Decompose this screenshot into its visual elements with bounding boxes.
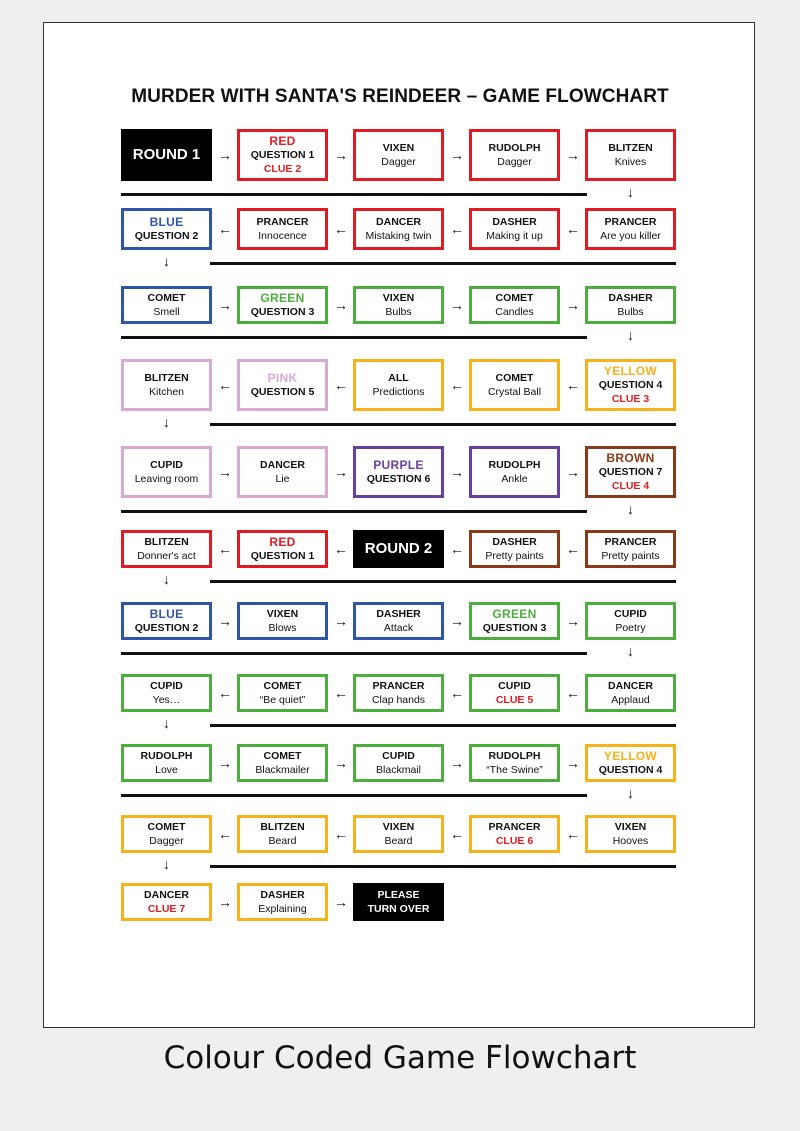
arrow-right-icon: → — [334, 147, 348, 163]
flow-box-text: Applaud — [611, 694, 650, 706]
flow-box-text: Blows — [268, 622, 297, 634]
flow-box — [121, 883, 212, 921]
flow-box-text: QUESTION 5 — [250, 386, 315, 398]
flowchart-title: MURDER WITH SANTA'S REINDEER – GAME FLOWCHART — [131, 86, 669, 107]
flow-box — [469, 602, 560, 640]
caption: Colour Coded Game Flowchart — [163, 1040, 637, 1076]
flow-box-text: Dagger — [149, 835, 184, 847]
arrow-right-icon: → — [334, 464, 348, 480]
flow-box-text: Smell — [153, 306, 180, 318]
flow-box-text: ROUND 2 — [364, 540, 433, 557]
arrow-left-icon: ← — [450, 685, 464, 701]
flow-box — [121, 744, 212, 782]
flow-box-text: VIXEN — [266, 608, 299, 620]
flow-box-text: QUESTION 1 — [250, 149, 315, 161]
flow-box-text: Love — [155, 764, 178, 776]
flow-box-text: QUESTION 3 — [482, 622, 547, 634]
row-separator — [121, 510, 587, 513]
flow-box-text: DANCER — [260, 459, 305, 471]
flow-box — [585, 674, 676, 712]
flow-box-text: GREEN — [492, 607, 537, 621]
row-separator — [210, 724, 676, 727]
arrow-right-icon: → — [566, 147, 580, 163]
flow-box-text: Bulbs — [385, 306, 412, 318]
flow-box — [469, 815, 560, 853]
row-separator — [121, 652, 587, 655]
flow-box — [469, 530, 560, 568]
row-separator — [210, 865, 676, 868]
arrow-left-icon: ← — [218, 826, 232, 842]
flow-box-text: DASHER — [492, 216, 537, 228]
flow-box-text: Leaving room — [134, 473, 199, 485]
flow-box — [353, 883, 444, 921]
flow-box — [237, 129, 328, 181]
flow-box-text: Beard — [384, 835, 413, 847]
arrow-right-icon: → — [566, 297, 580, 313]
arrow-right-icon: → — [450, 464, 464, 480]
flow-box-text: Mistaking twin — [365, 230, 432, 242]
flow-box-text: DASHER — [260, 889, 305, 901]
arrow-down-icon: ↓ — [163, 571, 170, 587]
flow-box — [585, 286, 676, 324]
flow-box-text: Hooves — [612, 835, 649, 847]
arrow-left-icon: ← — [218, 541, 232, 557]
arrow-left-icon: ← — [218, 685, 232, 701]
flow-box — [237, 208, 328, 250]
flow-box-text: CUPID — [498, 680, 531, 692]
flow-box — [121, 674, 212, 712]
flow-box-text: Pretty paints — [485, 550, 544, 562]
flow-box-text: CUPID — [382, 750, 415, 762]
flow-box-text: PLEASE — [377, 889, 420, 901]
flow-box-text: DANCER — [144, 889, 189, 901]
flow-box-text: BLITZEN — [144, 536, 189, 548]
flow-box-text: “Be quiet” — [259, 694, 306, 706]
flow-box-text: Ankle — [501, 473, 528, 485]
flow-box-text: Beard — [268, 835, 297, 847]
flow-box-text: COMET — [263, 680, 302, 692]
flow-box-text: VIXEN — [614, 821, 647, 833]
flow-box-text: RUDOLPH — [140, 750, 193, 762]
arrow-left-icon: ← — [450, 221, 464, 237]
flow-box-text: QUESTION 4 — [598, 764, 663, 776]
flow-box-text: Yes… — [152, 694, 181, 706]
flow-box-text: PRANCER — [372, 680, 425, 692]
arrow-right-icon: → — [218, 894, 232, 910]
arrow-left-icon: ← — [334, 221, 348, 237]
arrow-left-icon: ← — [450, 826, 464, 842]
flow-box — [469, 208, 560, 250]
arrow-left-icon: ← — [566, 377, 580, 393]
flow-box-text: QUESTION 2 — [134, 230, 199, 242]
flow-box — [353, 815, 444, 853]
arrow-left-icon: ← — [566, 685, 580, 701]
flow-box — [585, 602, 676, 640]
arrow-down-icon: ↓ — [627, 184, 634, 200]
flow-box-text: CUPID — [614, 608, 647, 620]
flow-box-text: VIXEN — [382, 821, 415, 833]
arrow-right-icon: → — [566, 464, 580, 480]
flow-box — [121, 602, 212, 640]
row-separator — [210, 262, 676, 265]
flow-box-text: CLUE 3 — [611, 393, 650, 405]
arrow-right-icon: → — [334, 297, 348, 313]
arrow-left-icon: ← — [450, 541, 464, 557]
flow-box — [469, 446, 560, 498]
flow-box-text: BLITZEN — [608, 142, 653, 154]
flow-box-text: Bulbs — [617, 306, 644, 318]
flow-box-text: RED — [269, 134, 296, 148]
flow-box — [585, 359, 676, 411]
flow-box — [469, 129, 560, 181]
flow-box — [353, 286, 444, 324]
flow-box — [585, 530, 676, 568]
arrow-down-icon: ↓ — [163, 715, 170, 731]
row-separator — [210, 580, 676, 583]
arrow-left-icon: ← — [218, 221, 232, 237]
flow-box-text: CLUE 7 — [147, 903, 186, 915]
flow-box-text: COMET — [495, 372, 534, 384]
flow-box — [121, 359, 212, 411]
flow-box — [237, 359, 328, 411]
flow-box-text: Explaining — [258, 903, 307, 915]
arrow-left-icon: ← — [450, 377, 464, 393]
flow-box-text: COMET — [495, 292, 534, 304]
flow-box — [121, 815, 212, 853]
flow-box-text: RUDOLPH — [488, 142, 541, 154]
flow-box-text: Blackmailer — [255, 764, 310, 776]
arrow-right-icon: → — [334, 755, 348, 771]
flow-box — [469, 674, 560, 712]
flow-box-text: Kitchen — [148, 386, 185, 398]
flow-box-text: COMET — [147, 292, 186, 304]
flow-box-text: QUESTION 6 — [366, 473, 431, 485]
flow-box-text: BROWN — [606, 451, 655, 465]
flow-box-text: VIXEN — [382, 142, 415, 154]
arrow-right-icon: → — [218, 464, 232, 480]
flow-box-text: GREEN — [260, 291, 305, 305]
flow-box — [121, 530, 212, 568]
flow-box — [585, 446, 676, 498]
flow-box-text: PURPLE — [373, 458, 424, 472]
arrow-right-icon: → — [334, 613, 348, 629]
arrow-left-icon: ← — [566, 541, 580, 557]
arrow-right-icon: → — [566, 755, 580, 771]
flow-box-text: “The Swine” — [486, 764, 543, 776]
flow-box — [353, 129, 444, 181]
flow-box — [121, 446, 212, 498]
flow-box-text: RUDOLPH — [488, 459, 541, 471]
flow-box — [585, 129, 676, 181]
flow-box-text: COMET — [147, 821, 186, 833]
flow-box-text: Pretty paints — [601, 550, 660, 562]
arrow-right-icon: → — [450, 297, 464, 313]
flow-box — [353, 208, 444, 250]
flow-box — [469, 744, 560, 782]
arrow-left-icon: ← — [334, 685, 348, 701]
arrow-left-icon: ← — [334, 826, 348, 842]
flow-box-text: CUPID — [150, 459, 183, 471]
flow-box-text: CUPID — [150, 680, 183, 692]
arrow-right-icon: → — [450, 147, 464, 163]
flow-box — [353, 530, 444, 568]
flow-box-text: Making it up — [486, 230, 543, 242]
flow-box-text: ROUND 1 — [132, 146, 201, 163]
flow-box — [121, 129, 212, 181]
flow-box — [237, 446, 328, 498]
arrow-right-icon: → — [218, 755, 232, 771]
flow-box-text: BLITZEN — [260, 821, 305, 833]
flow-box-text: QUESTION 1 — [250, 550, 315, 562]
flow-box-text: Candles — [495, 306, 534, 318]
flow-box-text: Lie — [275, 473, 290, 485]
flow-box-text: Attack — [383, 622, 414, 634]
row-separator — [121, 336, 587, 339]
flow-box-text: BLUE — [149, 607, 184, 621]
flow-box-text: Donner's act — [137, 550, 196, 562]
flow-box-text: Poetry — [615, 622, 646, 634]
arrow-right-icon: → — [218, 147, 232, 163]
flow-box — [353, 359, 444, 411]
flow-box-text: Crystal Ball — [487, 386, 542, 398]
flow-box-text: Dagger — [497, 156, 532, 168]
row-separator — [210, 423, 676, 426]
flow-box-text: QUESTION 3 — [250, 306, 315, 318]
flow-box-text: VIXEN — [382, 292, 415, 304]
flow-box-text: CLUE 6 — [495, 835, 534, 847]
arrow-left-icon: ← — [566, 221, 580, 237]
arrow-right-icon: → — [334, 894, 348, 910]
arrow-right-icon: → — [566, 613, 580, 629]
flow-box — [585, 815, 676, 853]
arrow-down-icon: ↓ — [627, 501, 634, 517]
flow-box — [237, 602, 328, 640]
flow-box — [237, 815, 328, 853]
flow-box-text: COMET — [263, 750, 302, 762]
flow-box — [121, 286, 212, 324]
flow-box — [585, 744, 676, 782]
arrow-down-icon: ↓ — [627, 327, 634, 343]
flow-box-text: TURN OVER — [367, 903, 430, 915]
flow-box-text: PINK — [267, 371, 298, 385]
flow-box-text: DASHER — [492, 536, 537, 548]
flow-box — [121, 208, 212, 250]
arrow-down-icon: ↓ — [627, 785, 634, 801]
flow-box — [469, 286, 560, 324]
flow-box-text: Predictions — [372, 386, 425, 398]
flow-box — [237, 530, 328, 568]
flow-box-text: BLUE — [149, 215, 184, 229]
flow-box-text: Innocence — [258, 230, 307, 242]
arrow-right-icon: → — [450, 755, 464, 771]
flow-box-text: RUDOLPH — [488, 750, 541, 762]
flow-box-text: DANCER — [376, 216, 421, 228]
flow-box-text: ALL — [388, 372, 409, 384]
flow-box — [237, 744, 328, 782]
flow-box — [353, 602, 444, 640]
flow-box-text: Knives — [614, 156, 647, 168]
flow-box-text: QUESTION 4 — [598, 379, 663, 391]
flow-box-text: YELLOW — [603, 364, 658, 378]
arrow-right-icon: → — [450, 613, 464, 629]
arrow-left-icon: ← — [218, 377, 232, 393]
flow-box-text: Dagger — [381, 156, 416, 168]
flow-box-text: DANCER — [608, 680, 653, 692]
flow-box-text: PRANCER — [604, 216, 657, 228]
flow-box-text: CLUE 4 — [611, 480, 650, 492]
flow-box-text: YELLOW — [603, 749, 658, 763]
flow-box-text: Are you killer — [600, 230, 661, 242]
flow-box — [237, 286, 328, 324]
arrow-left-icon: ← — [334, 541, 348, 557]
flow-box-text: QUESTION 2 — [134, 622, 199, 634]
flow-box-text: PRANCER — [604, 536, 657, 548]
flow-box — [469, 359, 560, 411]
arrow-right-icon: → — [218, 613, 232, 629]
arrow-right-icon: → — [218, 297, 232, 313]
flow-box-text: Clap hands — [371, 694, 426, 706]
flow-box-text: Blackmail — [376, 764, 421, 776]
flow-box-text: PRANCER — [488, 821, 541, 833]
flow-box — [585, 208, 676, 250]
flow-box-text: CLUE 5 — [495, 694, 534, 706]
flow-box-text: DASHER — [608, 292, 653, 304]
flow-box-text: DASHER — [376, 608, 421, 620]
flow-box-text: CLUE 2 — [263, 163, 302, 175]
flow-box — [353, 744, 444, 782]
flow-box — [237, 674, 328, 712]
flow-box-text: BLITZEN — [144, 372, 189, 384]
arrow-left-icon: ← — [566, 826, 580, 842]
flow-box — [353, 674, 444, 712]
arrow-down-icon: ↓ — [163, 856, 170, 872]
flow-box-text: QUESTION 7 — [598, 466, 663, 478]
arrow-down-icon: ↓ — [163, 253, 170, 269]
arrow-down-icon: ↓ — [163, 414, 170, 430]
row-separator — [121, 193, 587, 196]
arrow-left-icon: ← — [334, 377, 348, 393]
row-separator — [121, 794, 587, 797]
flow-box — [353, 446, 444, 498]
flow-box-text: PRANCER — [256, 216, 309, 228]
flow-box — [237, 883, 328, 921]
arrow-down-icon: ↓ — [627, 643, 634, 659]
flow-box-text: RED — [269, 535, 296, 549]
